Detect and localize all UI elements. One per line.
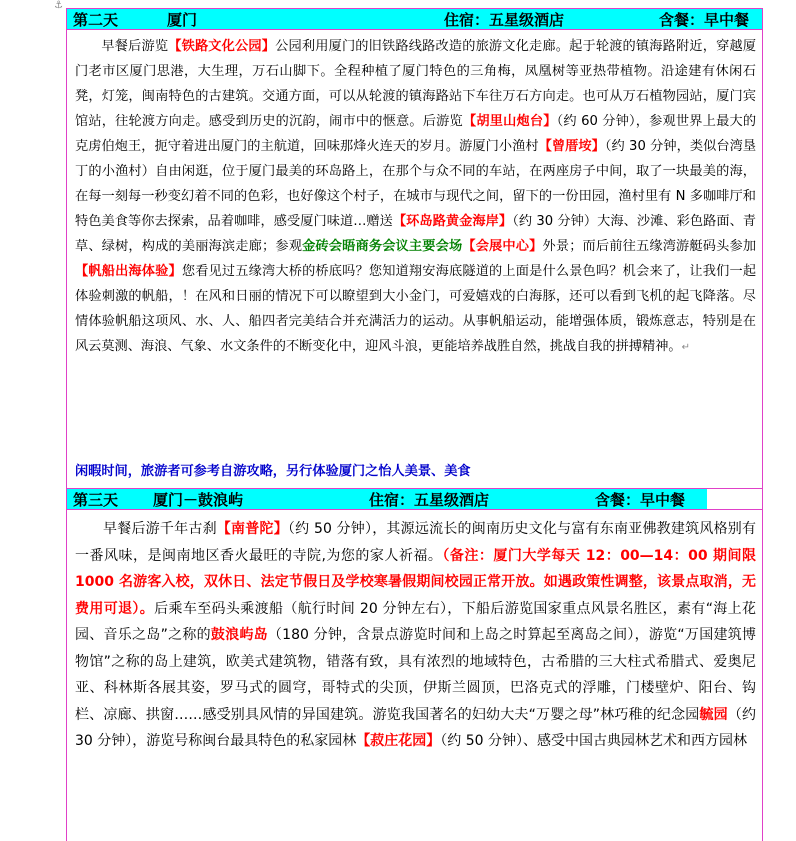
day2-label: 第二天 <box>73 11 119 29</box>
day3-place: 厦门－鼓浪屿 <box>153 491 244 509</box>
paragraph-anchor-icon: ⚓ <box>54 0 63 11</box>
spot-yuyuan: 毓园 <box>699 706 728 723</box>
spot-convention-center: 【会展中心】 <box>462 239 543 254</box>
leisure-note: 闲暇时间，旅游者可参考自游攻略，另行体验厦门之怡人美景、美食 <box>75 464 471 479</box>
brics-venue: 金砖会晤商务会议主要会场 <box>302 239 463 254</box>
day3-header <box>67 488 762 510</box>
xiamen-university-note: （备注：厦门大学每天 12：00—14：00 期间限 1000 名游客入校，双休日、法定节假日及学校寒暑假期间校园正常开放。如遇政策性调整，该景点取消，无费用可退）。 <box>75 547 756 617</box>
spot-railway-park: 【铁路文化公园】 <box>168 39 276 54</box>
spot-shuzhuang-garden: 【菽庄花园】 <box>356 733 441 749</box>
day3-label: 第三天 <box>73 491 119 509</box>
spot-nanputuo: 【南普陀】 <box>216 521 288 537</box>
day2-hotel: 住宿：五星级酒店 <box>444 11 565 29</box>
spot-hulishan-fort: 【胡里山炮台】 <box>462 114 557 129</box>
spot-golden-beach: 【环岛路黄金海岸】 <box>392 214 513 229</box>
day2-place: 厦门 <box>167 11 198 29</box>
day3-itinerary <box>67 510 762 755</box>
day3-meal: 含餐：早中餐 <box>595 491 686 509</box>
paragraph-mark-icon: ↵ <box>681 342 691 353</box>
day3-paragraph: 早餐后游千年古刹【南普陀】（约 50 分钟），其源远流长的闽南历史文化与富有东南亚佛教建筑风格别有一番风味，是闽南地区香火最旺的寺院,为您的家人祈福。（备注：厦门大学每天 12：00—14：00 期间限 1000 名游客入校，双休日、法定节假日及学校寒暑假期间校园正常开放。如遇政策性调整，该景点取消，无费用可退）。后乘车至码头乘渡船（航行时间 20 分钟左右），下船后游览国家重点风景名胜区，素有“海上花园、音乐之岛”之称的鼓浪屿岛（180 分钟，含景点游览时间和上岛之时算起至离岛之间），游览“万国建筑博物馆”之称的岛上建筑，欧美式建筑物，错落有致，具有浓烈的地域特色，古希腊的三大柱式希腊式、爱奥尼亚、科林斯各展其姿，罗马式的圆穹，哥特式的尖顶，伊斯兰圆顶，巴洛克式的浮雕，门楼壁炉、阳台、钩栏、凉廊、拱窗……感受别具风情的异国建筑。游览我国著名的妇幼大夫“万婴之母”林巧稚的纪念园毓园（约 30 分钟），游览号称闽台最具特色的私家园林【菽庄花园】（约 50 分钟）、感受中国古典园林艺术和西方园林 <box>75 521 757 749</box>
day2-itinerary <box>67 30 762 460</box>
spot-gulangyu: 鼓浪屿岛 <box>210 627 268 643</box>
day3-hotel: 住宿：五星级酒店 <box>369 491 490 509</box>
document-page <box>66 8 763 841</box>
day2-paragraph: 早餐后游览【铁路文化公园】公园利用厦门的旧铁路线路改造的旅游文化走廊。起于轮渡的镇海路附近，穿越厦门老市区厦门思港，大生理，万石山脚下。全程种植了厦门特色的三角梅，凤凰树等亚热带植物。沿途建有休闲石凳，灯笼，闽南特色的古建筑。交通方面，可以从轮渡的镇海路站下车往万石方向走。也可从万石植物园站，厦门宾馆站，往轮渡方向走。感受到历史的沉韵，闹市中的惬意。后游览【胡里山炮台】（约 60 分钟），参观世界上最大的克虏伯炮王，扼守着进出厦门的主航道，回味那烽火连天的岁月。游厦门小渔村【曾厝垵】（约 30 分钟，类似台湾垦丁的小渔村）自由闲逛，位于厦门最美的环岛路上，在那个与众不同的车站，在两座房子中间，取了一块最美的海，在每一刻每一秒变幻着不同的色彩，也好像这个村子，在城市与现代之间，留下的一份田园，渔村里有 N 多咖啡厅和特色美食等你去探索，品着咖啡，感受厦门味道…赠送【环岛路黄金海岸】（约 30 分钟）大海、沙滩、彩色路面、青草、绿树，构成的美丽海滨走廊；参观金砖会晤商务会议主要会场【会展中心】外景；而后前往五缘湾游艇码头参加【帆船出海体验】您看见过五缘湾大桥的桥底吗？您知道翔安海底隧道的上面是什么景色吗？机会来了，让我们一起体验刺激的帆船，！在风和日丽的情况下可以瞭望到大小金门，可爱嬉戏的白海豚，还可以看到飞机的起飞降落。尽情体验帆船这项风、水、人、船四者完美结合并充满活力的运动。从事帆船运动，能增强体质，锻炼意志，特别是在风云莫测、海浪、气象、水文条件的不断变化中，迎风斗浪，更能培养战胜自然，挑战自我的拼搏精神。↵ <box>75 39 757 354</box>
day2-header <box>67 8 762 30</box>
spot-zengcuoan: 【曾厝垵】 <box>538 139 605 154</box>
day2-meal: 含餐：早中餐 <box>659 11 750 29</box>
spot-sailing: 【帆船出海体验】 <box>75 264 182 279</box>
